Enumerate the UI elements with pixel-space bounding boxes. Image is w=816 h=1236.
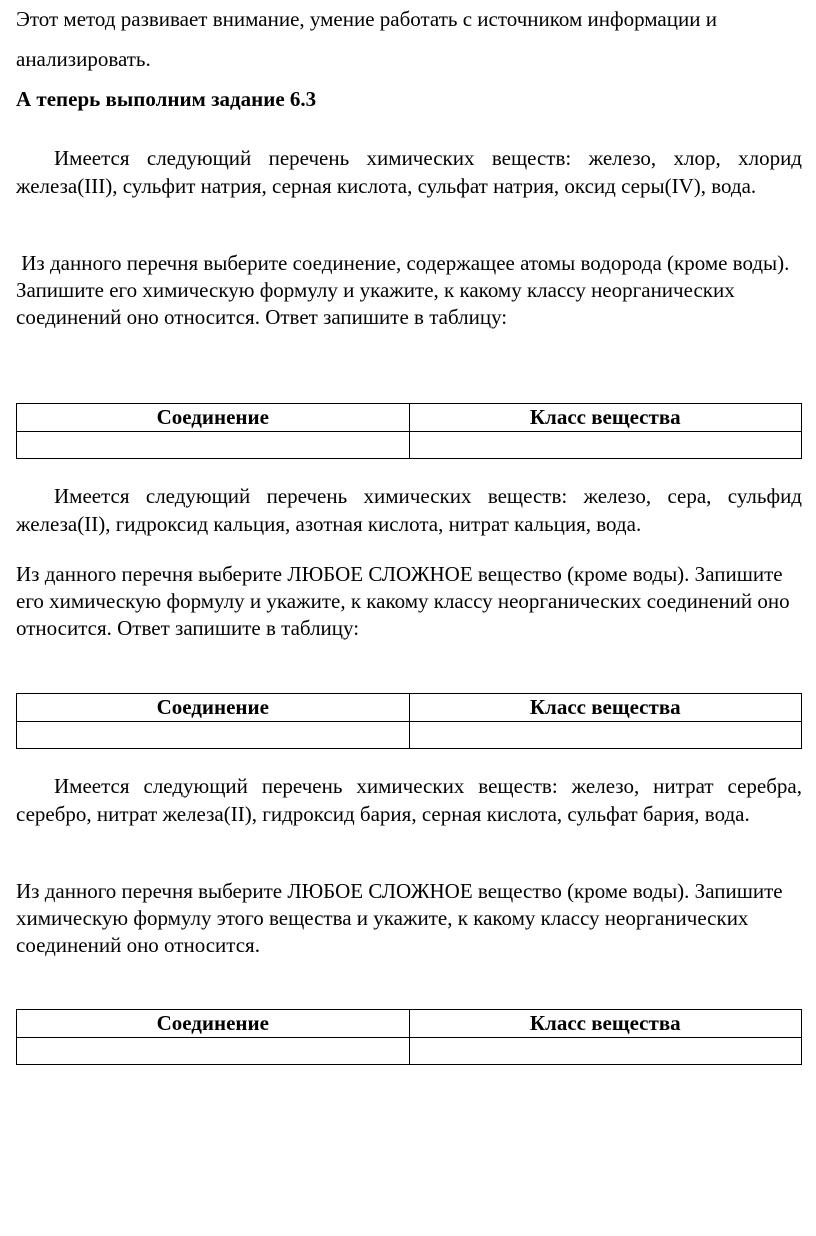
column-header-class: Класс вещества [409, 404, 802, 432]
answer-cell-class[interactable] [409, 722, 802, 749]
answer-cell-class[interactable] [409, 432, 802, 459]
task-3-substance-list: Имеется следующий перечень химических веществ: железо, нитрат серебра, серебро, нитрат железа(II), гидроксид бария, серная кислота, сульфат бария, вода. [16, 774, 802, 826]
table-header-row [17, 1010, 802, 1038]
task-3-instruction: Из данного перечня выберите ЛЮБОЕ СЛОЖНОЕ вещество (кроме воды). Запишите химическую формулу этого вещества и укажите, к какому классу неорганических соединений оно относится. [16, 879, 788, 957]
answer-cell-compound[interactable] [17, 1038, 410, 1065]
table-header-row [17, 404, 802, 432]
task-1-substance-list: Имеется следующий перечень химических веществ: железо, хлор, хлорид железа(III), сульфит натрия, серная кислота, сульфат натрия, оксид серы(IV), вода. [16, 146, 802, 198]
table-answer-row [17, 722, 802, 749]
task-1-instruction: Из данного перечня выберите соединение, содержащее атомы водорода (кроме воды). Запишите его химическую формулу и укажите, к какому классу неорганических соединений оно относится. Ответ запишите в таблицу: [16, 251, 795, 329]
answer-cell-compound[interactable] [17, 722, 410, 749]
table-answer-row [17, 432, 802, 459]
task-1-answer-table [16, 403, 802, 459]
task-2-substance-list: Имеется следующий перечень химических веществ: железо, сера, сульфид железа(II), гидроксид кальция, азотная кислота, нитрат кальция, вода. [16, 484, 802, 536]
task-2-answer-table [16, 693, 802, 749]
intro-line-1: Этот метод развивает внимание, умение работать с источником информации и [16, 7, 717, 31]
intro-line-2: анализировать. [16, 47, 151, 71]
task-2-instruction: Из данного перечня выберите ЛЮБОЕ СЛОЖНОЕ вещество (кроме воды). Запишите его химическую формулу и укажите, к какому классу неорганических соединений оно относится. Ответ запишите в таблицу: [16, 562, 795, 640]
answer-cell-compound[interactable] [17, 432, 410, 459]
table-header-row [17, 694, 802, 722]
column-header-compound: Соединение [17, 694, 410, 722]
column-header-class: Класс вещества [409, 694, 802, 722]
column-header-class: Класс вещества [409, 1010, 802, 1038]
task-3-answer-table [16, 1009, 802, 1065]
task-heading: А теперь выполним задание 6.3 [16, 87, 317, 111]
table-answer-row [17, 1038, 802, 1065]
column-header-compound: Соединение [17, 404, 410, 432]
answer-cell-class[interactable] [409, 1038, 802, 1065]
column-header-compound: Соединение [17, 1010, 410, 1038]
